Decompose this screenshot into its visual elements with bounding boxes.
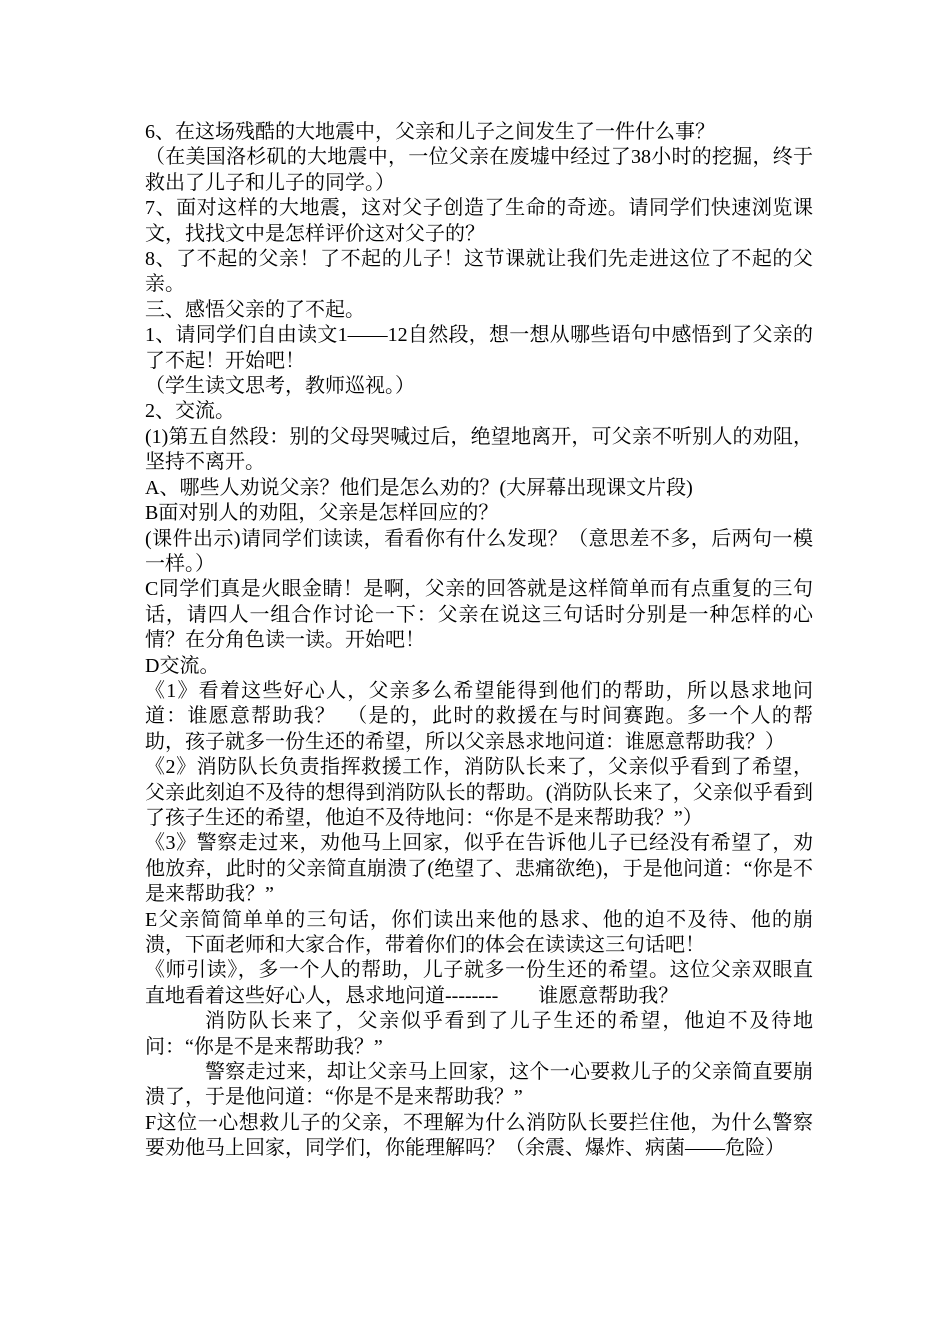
answer-6: （在美国洛杉矶的大地震中，一位父亲在废墟中经过了38小时的挖掘，终于救出了儿子和儿子的同学。） (145, 146, 813, 194)
section-heading-3: 三、感悟父亲的了不起。 (145, 298, 365, 321)
step-1: 1、请同学们自由读文1——12自然段，想一想从哪些语句中感悟到了父亲的了不起！开始吧！ (145, 324, 813, 372)
point-e: E父亲简简单单的三句话，你们读出来他的恳求、他的迫不及待、他的崩溃，下面老师和大家合作，带着你们的体会在读读这三句话吧！ (145, 908, 813, 956)
step-2: 2、交流。 (145, 400, 235, 423)
teacher-guided-reading: 《师引读》，多一个人的帮助，儿子就多一份生还的希望。这位父亲双眼直直地看着这些好心人，恳求地问道-------- 谁愿意帮助我？ (145, 959, 813, 1007)
paragraph-5-analysis: (1)第五自然段：别的父母哭喊过后，绝望地离开，可父亲不听别人的劝阻，坚持不离开。 (145, 425, 813, 474)
question-6: 6、在这场残酷的大地震中，父亲和儿子之间发生了一件什么事？ (145, 121, 715, 143)
question-8: 8、了不起的父亲！了不起的儿子！这节课就让我们先走进这位了不起的父亲。 (145, 248, 813, 296)
discussion-2: 《2》消防队长负责指挥救援工作，消防队长来了，父亲似乎看到了希望，父亲此刻迫不及待的想得到消防队长的帮助。(消防队长来了，父亲似乎看到了孩子生还的希望，他迫不及待地问：“你是不是来帮助我？”） (145, 756, 813, 829)
courseware-note: (课件出示)请同学们读读，看看你有什么发现？（意思差不多，后两句一模一样。） (145, 527, 813, 575)
guided-reading-line-3: 警察走过来，却让父亲马上回家，这个一心要救儿子的父亲简直要崩溃了，于是他问道：“你是不是来帮助我？” (145, 1061, 813, 1109)
guided-reading-line-2: 消防队长来了，父亲似乎看到了儿子生还的希望，他迫不及待地问：“你是不是来帮助我？” (145, 1010, 813, 1058)
document-body (145, 120, 813, 1162)
point-b: B面对别人的劝阻，父亲是怎样回应的？ (145, 502, 499, 525)
point-c: C同学们真是火眼金睛！是啊，父亲的回答就是这样简单而有点重复的三句话，请四人一组合作讨论一下：父亲在说这三句话时分别是一种怎样的心情？在分角色读一读。开始吧！ (145, 578, 813, 652)
point-f: F这位一心想救儿子的父亲，不理解为什么消防队长要拦住他，为什么警察要劝他马上回家，同学们，你能理解吗？（余震、爆炸、病菌——危险） (145, 1111, 813, 1160)
question-7: 7、面对这样的大地震，这对父子创造了生命的奇迹。请同学们快速浏览课文，找找文中是怎样评价这对父子的？ (145, 197, 813, 245)
discussion-1: 《1》看着这些好心人，父亲多么希望能得到他们的帮助，所以恳求地问道：谁愿意帮助我？ （是的，此时的救援在与时间赛跑。多一个人的帮助，孩子就多一份生还的希望，所以父亲恳求地问道：谁愿意帮助我？） (145, 679, 813, 753)
point-a: A、哪些人劝说父亲？他们是怎么劝的？(大屏幕出现课文片段) (145, 476, 693, 499)
discussion-3: 《3》警察走过来，劝他马上回家，似乎在告诉他儿子已经没有希望了，劝他放弃，此时的父亲简直崩溃了(绝望了、悲痛欲绝)，于是他问道：“你是不是来帮助我？” (145, 832, 813, 906)
step-1-note: （学生读文思考，教师巡视。） (145, 375, 415, 398)
point-d: D交流。 (145, 654, 220, 677)
